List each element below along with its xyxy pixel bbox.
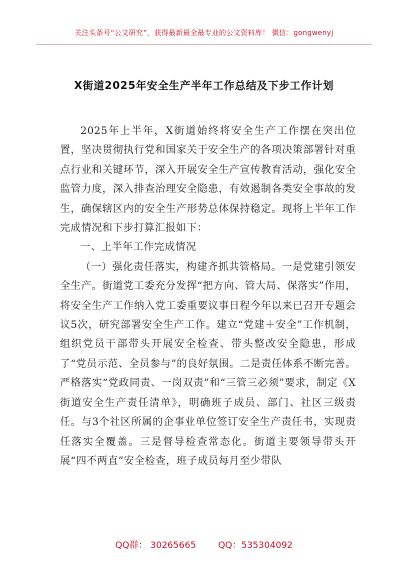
document-body — [60, 122, 356, 471]
footer-contacts — [0, 538, 408, 551]
qq-group-number: QQ群： 30265665 — [115, 541, 197, 551]
qq-number: QQ：535304092 — [218, 541, 293, 551]
header-notice: 关注头条号“公文研究”，获得最新最全最专业的公文资料库！ 微信：gongwenyj — [74, 29, 334, 37]
document-title: X街道2025年安全生产半年工作总结及下步工作计划 — [74, 80, 334, 92]
intro-paragraph: 2025年上半年，X街道始终将安全生产工作摆在突出位置，坚决贯彻执行党和国家关于安全生产的各项决策部署针对重点行业和关键环节，深入开展安全生产宣传教育活动，强化安全监管力度，深入排查治理安全隐患，有效遏制各类安全事故的发生，确保辖区内的安全生产形势总体保持稳定。现将上半年工作完成情况和下步打算汇报如下： — [60, 126, 356, 235]
section-paragraph: （一）强化责任落实，构建齐抓共管格局。一是党建引领安全生产。街道党工委充分发挥“把方向、管大局、保落实”作用，将安全生产工作纳入党工委重要议事日程今年以来已召开专题会议5次，研究部署安全生产工作。建立“党建＋安全”工作机制，组织党员干部带头开展安全检查、带头整改安全隐患，形成了“党员示范、全员参与”的良好氛围。二是责任体系不断完善。严格落实“党政同责、一岗双责”和“三管三必须”要求，制定《X街道安全生产责任清单》，明确班子成员、部门、社区三级责任。与3个社区所属的企事业单位签订安全生产责任书，实现责任落实全覆盖。三是督导检查常态化。街道主要领导带头开展“四不两直”安全检查，班子成员每月至少带队 — [60, 261, 356, 467]
section-heading: 一、上半年工作完成情况 — [80, 242, 197, 254]
header-divider — [36, 44, 372, 45]
